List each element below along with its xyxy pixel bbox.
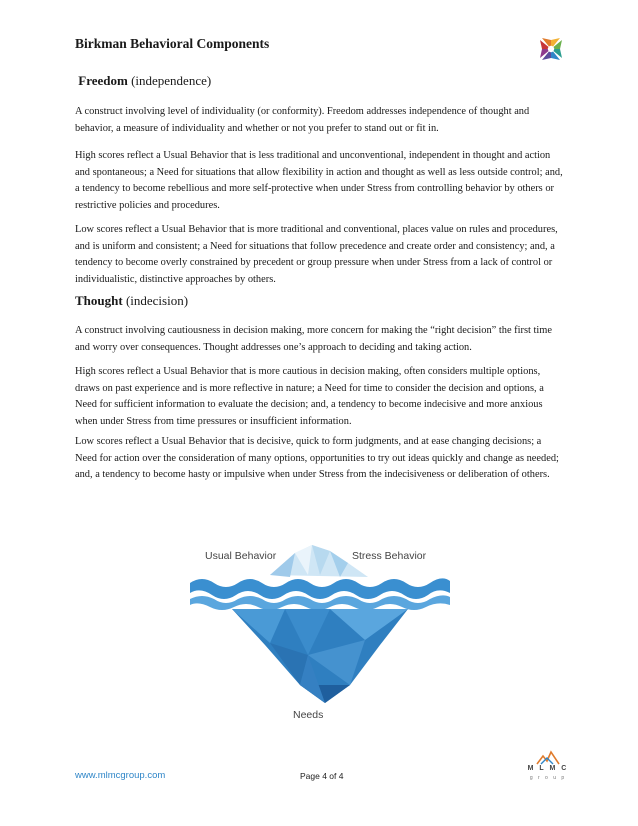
freedom-heading-bold: Freedom bbox=[78, 73, 128, 88]
iceberg-diagram bbox=[190, 535, 450, 730]
label-stress-behavior: Stress Behavior bbox=[352, 550, 427, 562]
freedom-paragraph-1: A construct involving level of individuality (or conformity). Freedom addresses independence of thought and behavior, a measure of individuality and whether or not you prefer to stand out or fit in. bbox=[75, 106, 530, 134]
freedom-heading bbox=[75, 73, 211, 89]
footer-logo-text: M L M C bbox=[527, 765, 569, 772]
freedom-paragraph-3: Low scores reflect a Usual Behavior that is more traditional and conventional, places value on rules and procedures, and is uniform and consistent; a Need for situations that follow precedence and create order and consistency; and, a tendency to become overly constrained by precedent or group pressure when under Stress from a lack of control or individualistic, distinctive approaches by others. bbox=[75, 224, 558, 285]
thought-heading bbox=[75, 293, 188, 309]
thought-paragraph-3: Low scores reflect a Usual Behavior that is decisive, quick to form judgments, and at ease changing decisions; a Need for action over the consideration of many options, opportunities to try out ideas quickly and change as needed; and, a tendency to become hasty or impulsive when under Stress from the indecisiveness or deliberation of others. bbox=[75, 436, 559, 480]
thought-heading-rest: (indecision) bbox=[122, 293, 189, 308]
brand-logo-icon bbox=[538, 36, 564, 62]
footer-website-link[interactable]: www.mlmcgroup.com bbox=[75, 770, 166, 781]
label-needs: Needs bbox=[293, 709, 324, 721]
thought-heading-bold: Thought bbox=[75, 293, 123, 308]
footer-page-number: Page 4 of 4 bbox=[300, 771, 344, 781]
thought-paragraph-1: A construct involving cautiousness in decision making, more concern for making the “right decision” the first time and worry over consequences. Thought addresses one’s approach to deciding and taking action. bbox=[75, 325, 552, 353]
footer-logo-subtext: g r o u p bbox=[529, 775, 567, 781]
iceberg-graphic bbox=[190, 535, 450, 730]
label-usual-behavior: Usual Behavior bbox=[205, 550, 277, 562]
freedom-heading-rest: (independence) bbox=[127, 73, 212, 88]
document-title: Birkman Behavioral Components bbox=[75, 36, 270, 51]
thought-paragraph-2: High scores reflect a Usual Behavior that is more cautious in decision making, often considers multiple options, draws on past experience and is more reflective in nature; a Need for time to consider the decision and options, a Need for sufficient information to evaluate the decision; and, a tendency to become indecisive and more anxious when under Stress from time pressures or insufficient information. bbox=[75, 366, 544, 427]
freedom-paragraph-2: High scores reflect a Usual Behavior that is less traditional and unconventional, independent in thought and action and spontaneous; a Need for situations that allow flexibility in action and thought as well as less outside control; and, a tendency to become rebellious and more self-protective when under Stress from controlling behavior by others or restrictive policies and procedures. bbox=[75, 150, 563, 211]
